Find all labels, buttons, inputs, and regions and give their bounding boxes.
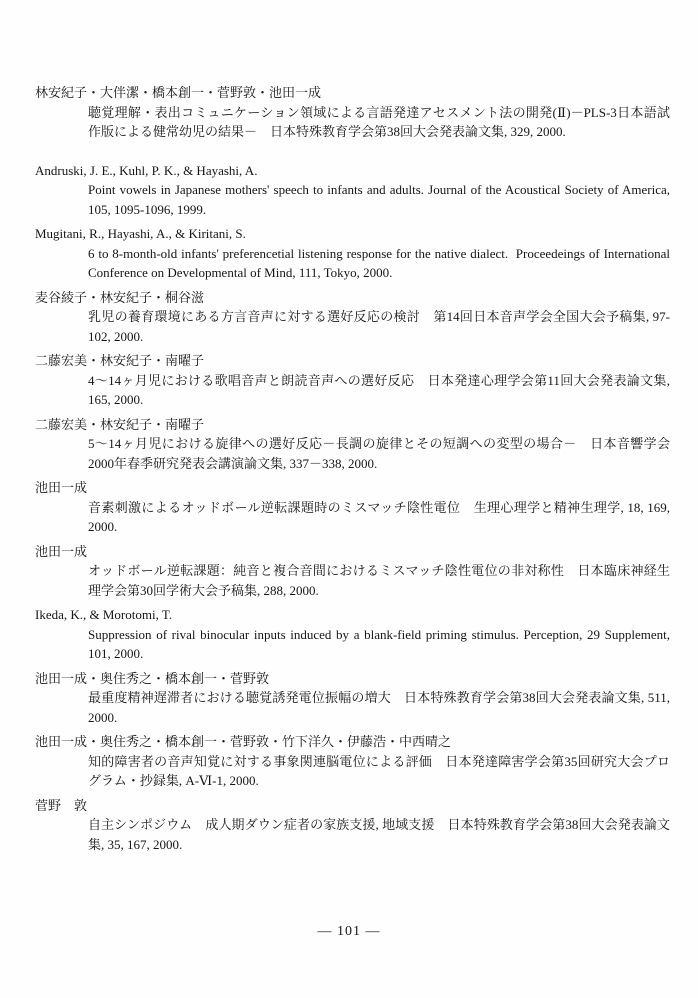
- reference-body: Point vowels in Japanese mothers' speech to infants and adults. Journal of the Acoustical Society of America, 105, 1095-1096, 1999.: [88, 182, 674, 217]
- reference-list: [35, 83, 674, 859]
- reference-entry: [35, 83, 670, 142]
- reference-body: 5～14ヶ月児における旋律への選好反応－長調の旋律とその短調への変型の場合－ 日本音響学会2000年春季研究発表会講演論文集, 337－338, 2000.: [88, 436, 670, 471]
- reference-entry: [35, 732, 670, 791]
- reference-authors: 池田一成: [35, 480, 88, 495]
- reference-entry: [35, 351, 674, 410]
- reference-entry: [35, 161, 674, 220]
- reference-body: 乳児の養育環境にある方言音声に対する選好反応の検討 第14回日本音声学会全国大会予稿集, 97-102, 2000.: [88, 309, 670, 344]
- page-number: — 101 —: [317, 924, 381, 939]
- reference-body: Suppression of rival binocular inputs induced by a blank-field priming stimulus. Perception, 29 Supplement, 101, 2000.: [88, 626, 674, 661]
- reference-body: 知的障害者の音声知覚に対する事象関連脳電位による評価 日本発達障害学会第35回研究大会プログラム・抄録集, A-Ⅵ-1, 2000.: [88, 753, 670, 788]
- reference-entry: [35, 796, 670, 855]
- reference-authors: 池田一成・奥住秀之・橋本創一・菅野敦: [35, 670, 270, 686]
- reference-authors: Andruski, J. E., Kuhl, P. K., & Hayashi, A.: [35, 162, 258, 178]
- reference-entry: [35, 478, 674, 537]
- reference-entry: [35, 288, 670, 347]
- reference-body: 音素刺激によるオッドボール逆転課題時のミスマッチ陰性電位 生理心理学と精神生理学, 18, 169, 2000.: [88, 499, 674, 534]
- reference-authors: 二藤宏美・林安紀子・南曜子: [35, 353, 205, 368]
- reference-body: 聴覚理解・表出コミュニケーション領域による言語発達アセスメント法の開発(Ⅱ)－PLS-3日本語試作版による健常幼児の結果－ 日本特殊教育学会第38回大会発表論文集, 329, 2000.: [88, 104, 670, 139]
- reference-entry: [35, 605, 674, 664]
- reference-entry: [35, 542, 670, 601]
- reference-entry: [35, 669, 674, 728]
- reference-authors: 林安紀子・大伴潔・橋本創一・菅野敦・池田一成: [35, 85, 322, 100]
- reference-entry: [35, 224, 674, 283]
- reference-body: オッドボール逆転課題：純音と複合音間におけるミスマッチ陰性電位の非対称性 日本臨床神経生理学会第30回学術大会予稿集, 288, 2000.: [88, 563, 670, 598]
- reference-entry: [35, 415, 670, 474]
- reference-authors: 麦谷綾子・林安紀子・桐谷滋: [35, 289, 205, 305]
- reference-authors: Mugitani, R., Hayashi, A., & Kiritani, S.: [35, 226, 246, 241]
- reference-authors: Ikeda, K., & Morotomi, T.: [35, 607, 173, 622]
- reference-body: 4～14ヶ月児における歌唱音声と朗読音声への選好反応 日本発達心理学会第11回大会発表論文集, 165, 2000.: [88, 372, 674, 407]
- reference-body: 6 to 8-month-old infants' preferencetial listening response for the native dialect. Proceedeings of International Conference on Developmental of Mind, 111, Tokyo, 2000.: [88, 245, 674, 280]
- reference-body: 最重度精神遅滞者における聴覚誘発電位振幅の増大 日本特殊教育学会第38回大会発表論文集, 511, 2000.: [88, 690, 674, 725]
- reference-authors: 二藤宏美・林安紀子・南曜子: [35, 416, 205, 432]
- reference-body: 自主シンポジウム 成人期ダウン症者の家族支援, 地域支援 日本特殊教育学会第38回大会発表論文集, 35, 167, 2000.: [88, 817, 670, 852]
- reference-authors: 池田一成: [35, 543, 88, 559]
- reference-authors: 菅野 敦: [35, 797, 88, 813]
- reference-authors: 池田一成・奥住秀之・橋本創一・菅野敦・竹下洋久・伊藤浩・中西晴之: [35, 734, 452, 749]
